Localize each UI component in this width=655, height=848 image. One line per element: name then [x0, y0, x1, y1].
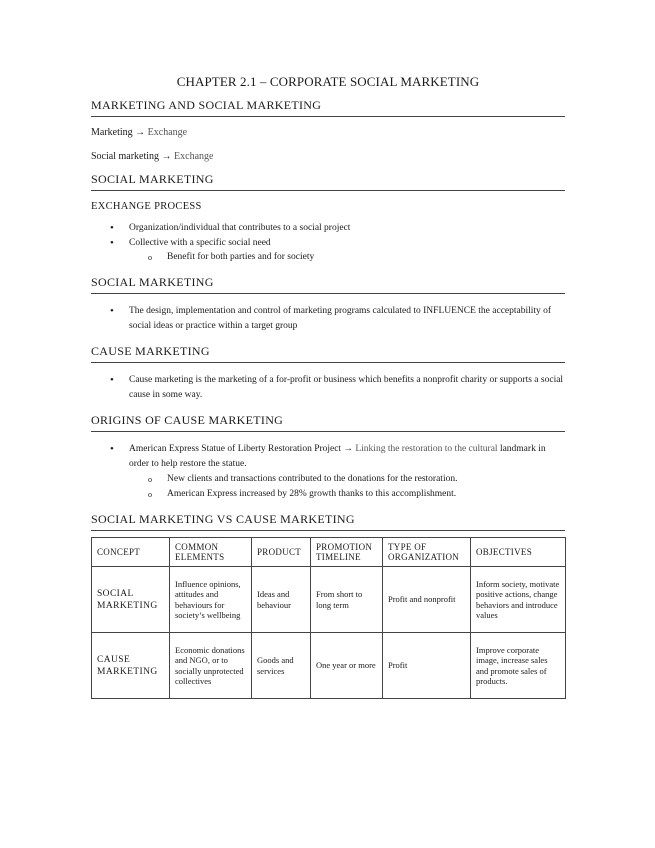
header-common-elements: COMMON ELEMENTS	[170, 538, 252, 567]
header-product: PRODUCT	[252, 538, 311, 567]
table-header-row	[92, 538, 566, 567]
marketing-definition-line	[91, 127, 565, 138]
section-heading-marketing-and-social-marketing: MARKETING AND SOCIAL MARKETING	[91, 98, 565, 117]
subheading-exchange-process: EXCHANGE PROCESS	[91, 201, 202, 212]
table-cell: SOCIAL MARKETING	[92, 567, 170, 633]
arrow-icon: →	[343, 444, 353, 454]
list-item: • Organization/individual that contributes to a social project	[91, 221, 565, 236]
comparison-table	[91, 537, 566, 699]
table-row	[92, 567, 566, 633]
sub-list	[129, 472, 565, 502]
origins-list	[91, 442, 565, 502]
table-cell: Profit	[383, 633, 471, 699]
table-cell: Economic donations and NGO, or to socially unprotected collectives	[170, 633, 252, 699]
table-row	[92, 633, 566, 699]
sub-list-item: o Benefit for both parties and for society	[129, 250, 565, 265]
exchange-process-list	[91, 221, 565, 265]
table-cell: Inform society, motivate positive actions, change behaviors and introduce values	[471, 567, 566, 633]
table-cell: Ideas and behaviour	[252, 567, 311, 633]
marketing-term: Marketing	[91, 127, 133, 138]
section-heading-social-marketing-definition: SOCIAL MARKETING	[91, 275, 565, 294]
document-page	[91, 74, 565, 699]
arrow-icon: →	[161, 151, 172, 162]
arrow-icon: →	[135, 127, 146, 138]
section-heading-comparison: SOCIAL MARKETING VS CAUSE MARKETING	[91, 512, 565, 531]
list-item: • The design, implementation and control of marketing programs calculated to INFLUENCE the acceptability of social ideas or practice within a target group	[91, 304, 565, 334]
social-marketing-term: Social marketing	[91, 151, 160, 162]
header-promotion-timeline: PROMOTION TIMELINE	[311, 538, 383, 567]
table-cell: One year or more	[311, 633, 383, 699]
sub-list	[129, 250, 565, 265]
sub-list-item: o American Express increased by 28% growth thanks to this accomplishment.	[129, 487, 565, 502]
section-heading-cause-marketing: CAUSE MARKETING	[91, 344, 565, 363]
header-objectives: OBJECTIVES	[471, 538, 566, 567]
list-item: • American Express Statue of Liberty Restoration Project → Linking the restoration to the cultural landmark in order to help restore the statue. o New clients and transactions contributed to the donations for the restoration. o American Express increased by 28% growth thanks to this accomplishment.	[91, 442, 565, 502]
sub-list-item: o New clients and transactions contributed to the donations for the restoration.	[129, 472, 565, 487]
table-cell: From short to long term	[311, 567, 383, 633]
table-cell: Profit and nonprofit	[383, 567, 471, 633]
document-title: CHAPTER 2.1 – CORPORATE SOCIAL MARKETING	[176, 74, 480, 89]
table-cell: Goods and services	[252, 633, 311, 699]
section-heading-social-marketing: SOCIAL MARKETING	[91, 172, 565, 191]
section-heading-origins-of-cause-marketing: ORIGINS OF CAUSE MARKETING	[91, 413, 565, 432]
table-cell: CAUSE MARKETING	[92, 633, 170, 699]
marketing-result: Exchange	[147, 127, 188, 138]
list-item: • Collective with a specific social need o Benefit for both parties and for society	[91, 236, 565, 266]
social-marketing-list	[91, 304, 565, 334]
table-cell: Improve corporate image, increase sales and promote sales of products.	[471, 633, 566, 699]
table-cell: Influence opinions, attitudes and behaviours for society’s wellbeing	[170, 567, 252, 633]
list-item: • Cause marketing is the marketing of a for-profit or business which benefits a nonprofit charity or supports a social cause in some way.	[91, 373, 565, 403]
header-type-of-organization: TYPE OF ORGANIZATION	[383, 538, 471, 567]
cause-marketing-list	[91, 373, 565, 403]
social-marketing-definition-line	[91, 151, 565, 162]
header-concept: CONCEPT	[92, 538, 170, 567]
social-marketing-result: Exchange	[174, 151, 214, 162]
